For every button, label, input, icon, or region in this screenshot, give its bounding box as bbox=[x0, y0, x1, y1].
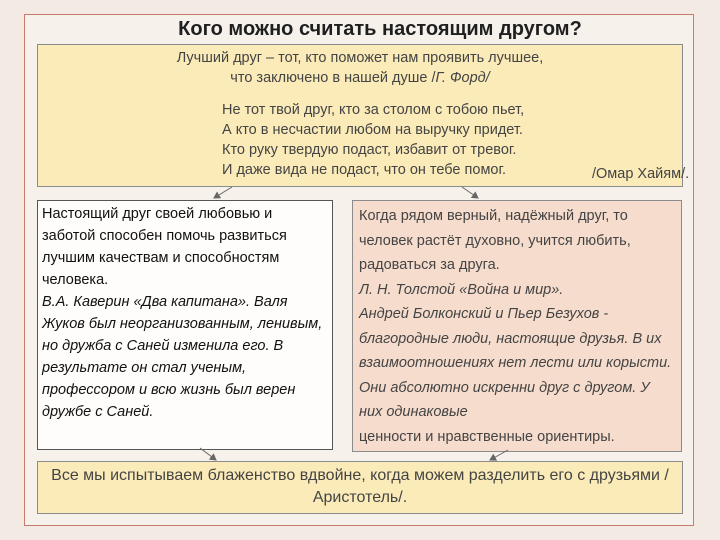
ford-quote-line1: Лучший друг – тот, кто поможет нам проявить лучшее, bbox=[176, 50, 544, 66]
kaverin-thesis: Настоящий друг своей любовью и заботой способен помочь развиться лучшим качествам и способностям человека. bbox=[42, 206, 287, 288]
tolstoy-thesis: Когда рядом верный, надёжный друг, то человек растёт духовно, учится любить, радоваться за друга. bbox=[359, 208, 631, 273]
arrow-right-to-bottom bbox=[490, 450, 508, 460]
tolstoy-example: Андрей Болконский и Пьер Безухов - благородные люди, настоящие друзья. В их взаимоотношениях нет лести или корысти. Они абсолютно искренни друг с другом. У них одинаковые bbox=[359, 306, 672, 420]
poem-line-3: Кто руку твердую подаст, избавит от тревог. bbox=[222, 142, 517, 158]
arrow-to-right-box bbox=[462, 187, 478, 198]
poem-line-2: А кто в несчастии любом на выручку придет. bbox=[222, 122, 523, 138]
aristotle-quote: Все мы испытываем блаженство вдвойне, когда можем разделить его с друзьями /Аристотель/. bbox=[51, 467, 669, 506]
arrow-left-to-bottom bbox=[200, 448, 216, 460]
page-title: Кого можно считать настоящим другом? bbox=[178, 18, 582, 40]
poem-line-4: И даже вида не подаст, что он тебе помог. bbox=[222, 162, 507, 178]
arrow-to-left-box bbox=[214, 187, 232, 198]
tolstoy-source: Л. Н. Толстой «Война и мир». bbox=[359, 281, 564, 298]
kaverin-example: В.А. Каверин «Два капитана». Валя Жуков был неорганизованным, ленивым, но дружба с Саней изменила его. В результате он стал ученым, профессором и всю жизнь был верен дружбе с Саней. bbox=[42, 294, 323, 420]
ford-quote-author: Г. Форд/ bbox=[435, 70, 490, 86]
poem-author: /Омар Хайям/. bbox=[592, 166, 690, 182]
poem-line-1: Не тот твой друг, кто за столом с тобою пьет, bbox=[222, 102, 525, 118]
tolstoy-tail: ценности и нравственные ориентиры. bbox=[359, 428, 615, 445]
ford-quote-text: что заключено в нашей душе / bbox=[230, 70, 436, 86]
